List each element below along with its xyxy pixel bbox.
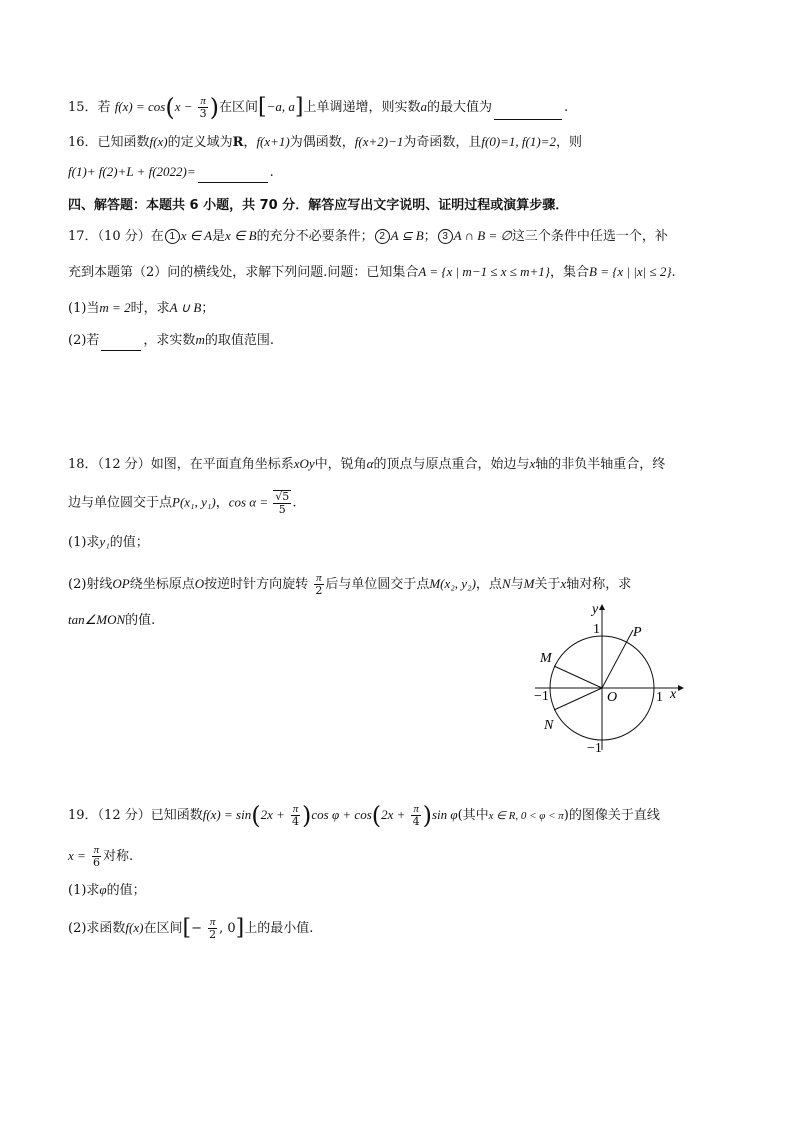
q19-line1	[68, 803, 660, 828]
q15-line	[68, 95, 568, 120]
q19-fx: f(x)	[125, 920, 144, 935]
frac-num: π	[209, 916, 216, 928]
q16-text-c: ，	[243, 135, 257, 150]
q19-part2	[68, 916, 313, 941]
q19-f1: f(x) = sin	[202, 807, 252, 822]
q18-line1	[68, 454, 665, 475]
circled-two: 2	[375, 229, 390, 244]
ray-OM	[554, 666, 602, 688]
bracket-open: [	[182, 915, 192, 941]
q19-p1b: 的值；	[106, 883, 146, 898]
frac-den: 2	[315, 584, 323, 597]
answer-blank[interactable]	[494, 105, 562, 120]
frac-den: 5	[278, 503, 286, 516]
bracket-close: ]	[294, 94, 304, 120]
q17-text-l2a: 充到本题第（2）问的横线处，求解下列问题.问题：已知集合	[68, 265, 419, 280]
q18-dot: .	[292, 495, 297, 511]
q18-l1a: 18．（12 分）如图，在平面直角坐标系	[68, 457, 294, 472]
q17-text-g: ；	[423, 229, 437, 244]
q17-text-a: 17．（10 分）在	[68, 229, 164, 244]
q17-p1u: A ∪ B	[169, 300, 202, 315]
q18-p2h: 轴对称，求	[566, 577, 632, 592]
q19-p2a: (2)求函数	[68, 921, 126, 936]
frac-den: 4	[292, 815, 300, 828]
label-M: M	[540, 651, 552, 666]
q17-text-e: 的充分不必要条件；	[256, 229, 374, 244]
q18-p1b: 的值；	[109, 535, 149, 550]
x-axis-arrow	[678, 685, 684, 691]
frac-num: π	[413, 803, 419, 815]
q18-line2	[68, 490, 296, 516]
q18-Mp: M	[523, 576, 535, 591]
q17-intersect: A ∩ B = ∅	[453, 228, 512, 243]
bracket-close: ]	[235, 915, 245, 941]
q18-x: x	[529, 456, 536, 471]
q17-text-k: 这三个条件中任选一个，补	[511, 229, 668, 244]
q16-fx1: f(x+1)	[256, 134, 290, 149]
q19-l1a: 19．（12 分）已知函数	[68, 808, 203, 823]
q19-l1c: )的图像关于直线	[563, 808, 660, 823]
q17-part1	[68, 298, 214, 319]
q18-p2c: 按逆时针方向旋转	[204, 577, 309, 592]
label-one-right: 1	[656, 690, 663, 705]
q17-p2c: 的取值范围.	[204, 333, 274, 348]
paren-close: )	[422, 801, 432, 830]
q16-fx2: f(x+2)−1	[354, 134, 404, 149]
q18-p2i: 的值.	[125, 613, 156, 628]
q18-point-P: P(x₁, y₁)	[172, 494, 216, 510]
q18-cos: cos α =	[228, 494, 269, 510]
q18-p1a: (1)求	[68, 535, 100, 550]
q19-fraction-1	[290, 803, 301, 828]
q17-p1c: ；	[201, 301, 215, 316]
frac-num: π	[292, 803, 299, 815]
label-neg-one-left: −1	[534, 689, 549, 704]
q18-O: O	[194, 576, 205, 591]
q19-phi: φ	[99, 882, 107, 897]
q17-line1	[68, 226, 668, 247]
q19-neg: −	[191, 921, 202, 936]
q17-p1a: (1)当	[68, 301, 100, 316]
label-O: O	[607, 690, 618, 705]
q19-p1a: (1)求	[68, 883, 100, 898]
circled-three: 3	[438, 229, 453, 244]
y-axis-arrow	[599, 604, 605, 610]
q19-cos: cos φ + cos	[311, 807, 372, 822]
q18-xOy: xOy	[293, 456, 315, 471]
q19-p2c: 上的最小值.	[244, 921, 314, 936]
q19-l2b: 对称.	[102, 849, 134, 864]
q17-text-l2c: .	[671, 265, 676, 280]
q18-l1d: 轴的非负半轴重合，终	[535, 457, 666, 472]
answer-blank[interactable]	[101, 336, 141, 351]
q19-arg-2: 2x +	[381, 807, 406, 822]
label-neg-one-bottom: −1	[587, 741, 602, 756]
q16-line1	[68, 132, 582, 153]
q15-dot: .	[564, 100, 569, 115]
q18-fraction	[273, 490, 291, 516]
q18-part2	[68, 572, 631, 597]
paren-open: (	[371, 801, 382, 830]
q18-N: N	[501, 576, 511, 591]
frac-den: 3	[199, 107, 207, 120]
paren-close: )	[209, 93, 220, 122]
q19-l2x: x =	[68, 848, 86, 863]
q15-tail: 上单调递增，则实数	[303, 100, 421, 115]
q17-part2	[68, 330, 274, 351]
q15-end: 的最大值为	[427, 100, 493, 115]
q16-sum: f(1)+ f(2)+L + f(2022)=	[68, 164, 196, 179]
q16-text-f: ，则	[555, 135, 582, 150]
q16-line2	[68, 162, 274, 183]
q16-text-d: 为偶函数，	[289, 135, 355, 150]
q15-function: f(x) = cos	[114, 99, 166, 114]
paren-open: (	[165, 93, 175, 122]
q15-arg: x −	[174, 99, 193, 114]
answer-blank[interactable]	[198, 168, 268, 183]
label-N: N	[544, 718, 554, 733]
q17-xA: x ∈ A	[180, 228, 213, 243]
frac-den: 6	[92, 856, 100, 869]
q19-line2	[68, 844, 133, 869]
paren-open: (	[251, 801, 261, 830]
q17-xB: x ∈ B	[225, 228, 257, 243]
q19-cond: x ∈ R, 0 < φ < π	[488, 810, 564, 822]
q16-dot: .	[269, 165, 274, 180]
q18-OP: OP	[112, 576, 130, 591]
q15-a: a	[420, 99, 428, 114]
label-x: x	[670, 687, 677, 702]
q15-number: 15．若	[68, 100, 111, 115]
q18-fraction-2	[313, 572, 324, 597]
q16-text-a: 16．已知函数	[68, 135, 150, 150]
q19-zero: , 0	[219, 921, 236, 936]
q18-l2b: ，	[215, 495, 229, 511]
q19-fraction-4	[207, 916, 218, 941]
ray-ON	[554, 688, 602, 710]
q18-p2a: (2)射线	[68, 577, 113, 592]
q18-l1b: 中，锐角	[314, 457, 367, 472]
frac-den: 4	[412, 815, 420, 828]
q18-tan: tan∠MON	[68, 612, 126, 627]
q18-p2d: 后与单位圆交于点	[325, 577, 430, 592]
q18-alpha: α	[366, 456, 374, 471]
frac-den: 2	[209, 928, 217, 941]
circled-one: 1	[165, 229, 180, 244]
frac-num: √5	[275, 490, 290, 503]
q19-l1b: (其中	[457, 808, 489, 823]
q18-y1: y₁	[99, 534, 110, 549]
q16-vals: f(0)=1, f(1)=2	[481, 134, 556, 149]
q17-subset: A ⊆ B	[390, 228, 424, 243]
q16-text-e: 为奇函数，且	[403, 135, 482, 150]
q17-p1b: 时，求	[130, 301, 170, 316]
frac-num: π	[200, 95, 206, 107]
unit-circle-figure	[530, 600, 690, 760]
q17-p2m: m	[195, 332, 205, 347]
q17-text-c: 是	[212, 229, 226, 244]
q19-sin: sin φ	[431, 807, 458, 822]
q18-p2e: ，点	[475, 577, 502, 592]
q19-fraction-2	[411, 803, 422, 828]
q18-xp: x	[560, 576, 567, 591]
q17-setB: B = {x | |x| ≤ 2}	[589, 264, 672, 279]
q18-p2f: 与	[510, 577, 524, 592]
q18-part2-cont	[68, 610, 155, 631]
label-one-top: 1	[593, 622, 600, 637]
q15-fraction	[198, 95, 209, 120]
q16-fx: f(x)	[149, 134, 168, 149]
q19-part1	[68, 880, 146, 901]
q19-fraction-3	[91, 844, 102, 869]
q15-interval: −a, a	[266, 99, 295, 114]
q17-p2a: (2)若	[68, 333, 100, 348]
q19-p2b: 在区间	[143, 921, 183, 936]
q16-text-b: 的定义域为	[167, 135, 233, 150]
frac-num: π	[316, 572, 322, 584]
frac-num: π	[93, 844, 100, 856]
label-y: y	[592, 602, 599, 617]
bracket-open: [	[258, 94, 267, 120]
q19-arg: 2x +	[260, 807, 285, 822]
q17-line2	[68, 262, 676, 283]
q16-R: R	[232, 135, 244, 150]
q18-p2b: 绕坐标原点	[129, 577, 195, 592]
paren-close: )	[302, 801, 312, 830]
q17-p1m: m = 2	[99, 300, 131, 315]
q18-p2g: 关于	[534, 577, 561, 592]
q18-point-M: M(x₂, y₂)	[429, 576, 476, 591]
q15-interval-text: 在区间	[219, 100, 259, 115]
label-P: P	[633, 625, 642, 640]
q18-part1	[68, 532, 149, 553]
q17-p2b: ，求实数	[143, 333, 196, 348]
q18-l1c: 的顶点与原点重合，始边与	[373, 457, 530, 472]
section-heading: 四、解答题：本题共 6 小题，共 70 分．解答应写出文字说明、证明过程或演算步骤．	[68, 198, 569, 213]
q17-text-l2b: ，集合	[550, 265, 590, 280]
q17-setA: A = {x | m−1 ≤ x ≤ m+1}	[418, 264, 550, 279]
q18-l2a: 边与单位圆交于点	[68, 495, 173, 511]
